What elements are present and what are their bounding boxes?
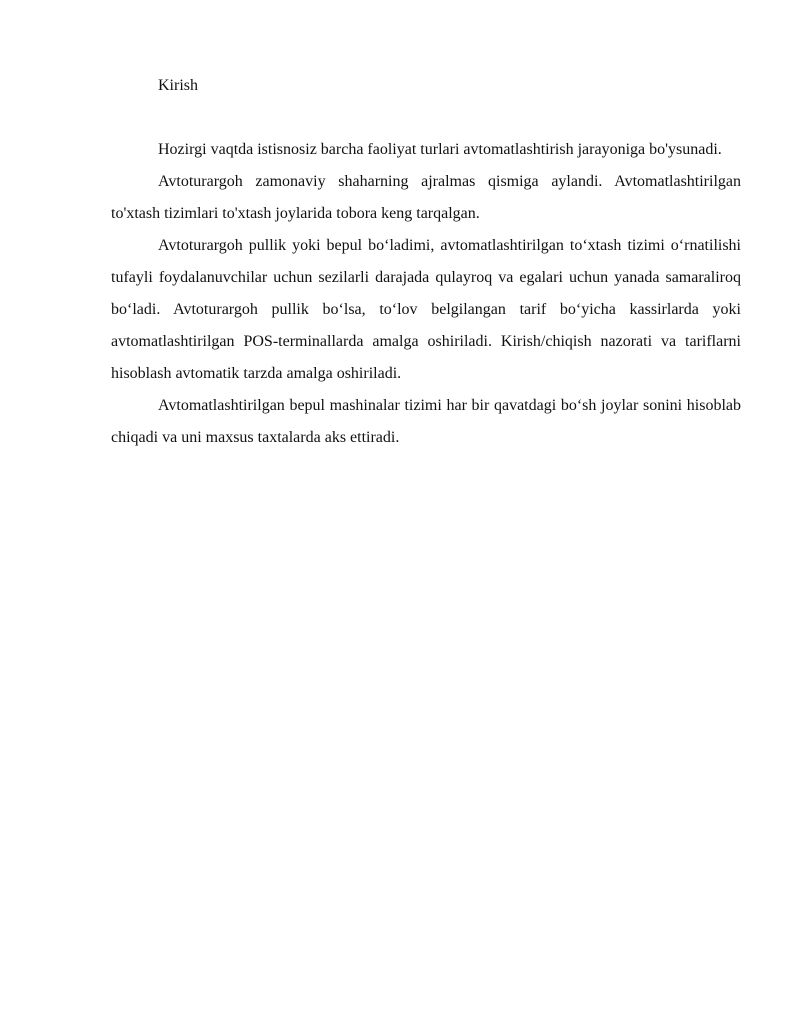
blank-line <box>111 102 741 134</box>
paragraph-4: Avtomatlashtirilgan bepul mashinalar tizimi har bir qavatdagi bo‘sh joylar sonini hisoblab chiqadi va uni maxsus taxtalarda aks ettiradi. <box>111 397 741 446</box>
paragraph-3: Avtoturargoh pullik yoki bepul bo‘ladimi, avtomatlashtirilgan to‘xtash tizimi o‘rnatilishi tufayli foydalanuvchilar uchun sezilarli darajada qulayroq va egalari uchun yanada samaraliroq bo‘ladi. Avtoturargoh pullik bo‘lsa, to‘lov belgilangan tarif bo‘yicha kassirlarda yoki avtomatlashtirilgan POS-terminallarda amalga oshiriladi. Kirish/chiqish nazorati va tariflarni hisoblash avtomatik tarzda amalga oshiriladi. <box>111 237 741 382</box>
paragraph-2: Avtoturargoh zamonaviy shaharning ajralmas qismiga aylandi. Avtomatlashtirilgan to'xtash tizimlari to'xtash joylarida tobora keng tarqalgan. <box>111 173 741 222</box>
paragraph-1: Hozirgi vaqtda istisnosiz barcha faoliyat turlari avtomatlashtirish jarayoniga bo'ysunadi. <box>158 141 722 158</box>
document-body <box>111 70 741 454</box>
section-heading: Kirish <box>158 77 198 94</box>
